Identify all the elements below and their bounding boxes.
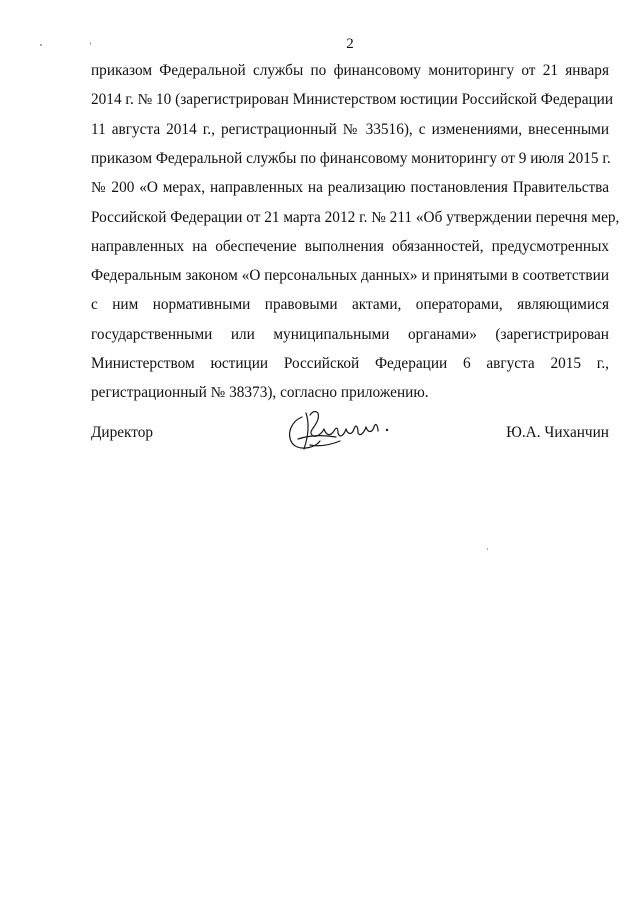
scan-speck (90, 42, 91, 45)
signatory-title: Директор (91, 424, 154, 441)
body-line: приказом Федеральной службы по финансовому мониторингу от 21 января (91, 62, 609, 79)
body-line: государственными или муниципальными органами» (зарегистрирован (91, 326, 609, 343)
body-line: с ним нормативными правовыми актами, операторами, являющимися (91, 296, 609, 313)
body-line: 11 августа 2014 г., регистрационный № 33516), с изменениями, внесенными (91, 121, 609, 138)
body-line: Федеральным законом «О персональных данных» и принятыми в соответствии (91, 267, 609, 284)
body-line: приказом Федеральной службы по финансовому мониторингу от 9 июля 2015 г. (91, 150, 611, 167)
signatory-name: Ю.А. Чиханчин (506, 424, 609, 441)
body-line: регистрационный № 38373), согласно приложению. (91, 384, 429, 401)
handwritten-signature (280, 405, 395, 455)
body-line: направленных на обеспечение выполнения обязанностей, предусмотренных (91, 238, 609, 255)
body-line: № 200 «О мерах, направленных на реализацию постановления Правительства (91, 179, 609, 196)
body-line: Министерством юстиции Российской Федерации 6 августа 2015 г., (91, 355, 609, 372)
body-line: Российской Федерации от 21 марта 2012 г. № 211 «Об утверждении перечня мер, (91, 209, 620, 226)
scan-speck (487, 548, 488, 550)
scan-speck (40, 44, 42, 46)
page-number: 2 (346, 36, 354, 52)
body-line: 2014 г. № 10 (зарегистрирован Министерством юстиции Российской Федерации (91, 91, 614, 108)
